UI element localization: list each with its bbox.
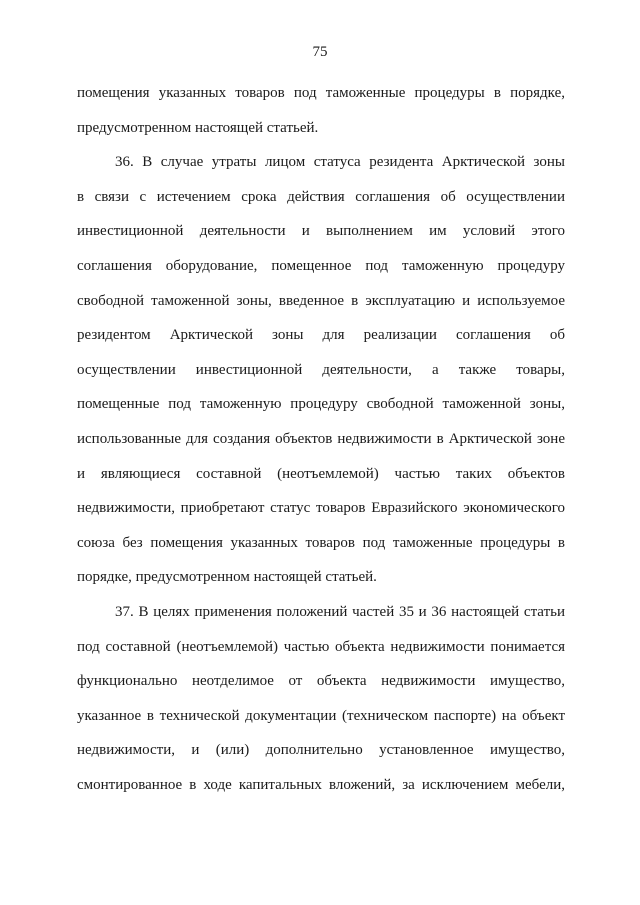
text-line: соглашения оборудование, помещенное под таможенную процедуру [77,257,565,274]
text-line: свободной таможенной зоны, введенное в эксплуатацию и используемое [77,292,565,309]
text-line: предусмотренном настоящей статьей. [77,119,319,136]
text-line: недвижимости, и (или) дополнительно установленное имущество, [77,742,565,759]
text-line: помещенные под таможенную процедуру свободной таможенной зоны, [77,396,565,413]
text-line: смонтированное в ходе капитальных вложений, за исключением мебели, [77,776,565,793]
text-line: союза без помещения указанных товаров под таможенные процедуры в [77,534,565,551]
text-line: резидентом Арктической зоны для реализации соглашения об [77,327,565,344]
text-line: функционально неотделимое от объекта недвижимости имущество, [77,673,565,690]
text-line: недвижимости, приобретают статус товаров Евразийского экономического [77,500,565,517]
text-line: осуществлении инвестиционной деятельности, а также товары, [77,361,565,378]
text-line: 37. В целях применения положений частей 35 и 36 настоящей статьи [115,603,565,620]
text-line: инвестиционной деятельности и выполнением им условий этого [77,223,565,240]
text-line: помещения указанных товаров под таможенные процедуры в порядке, [77,85,565,101]
text-line: в связи с истечением срока действия соглашения об осуществлении [77,188,565,205]
page-number: 75 [312,44,328,60]
text-line: порядке, предусмотренном настоящей статьей. [77,569,377,586]
body-text [77,82,565,808]
text-line: использованные для создания объектов недвижимости в Арктической зоне [77,430,565,447]
text-line: 36. В случае утраты лицом статуса резидента Арктической зоны [115,154,565,171]
text-line: указанное в технической документации (техническом паспорте) на объект [77,707,565,724]
text-line: под составной (неотъемлемой) частью объекта недвижимости понимается [77,638,565,655]
text-line: и являющиеся составной (неотъемлемой) частью таких объектов [77,465,565,482]
